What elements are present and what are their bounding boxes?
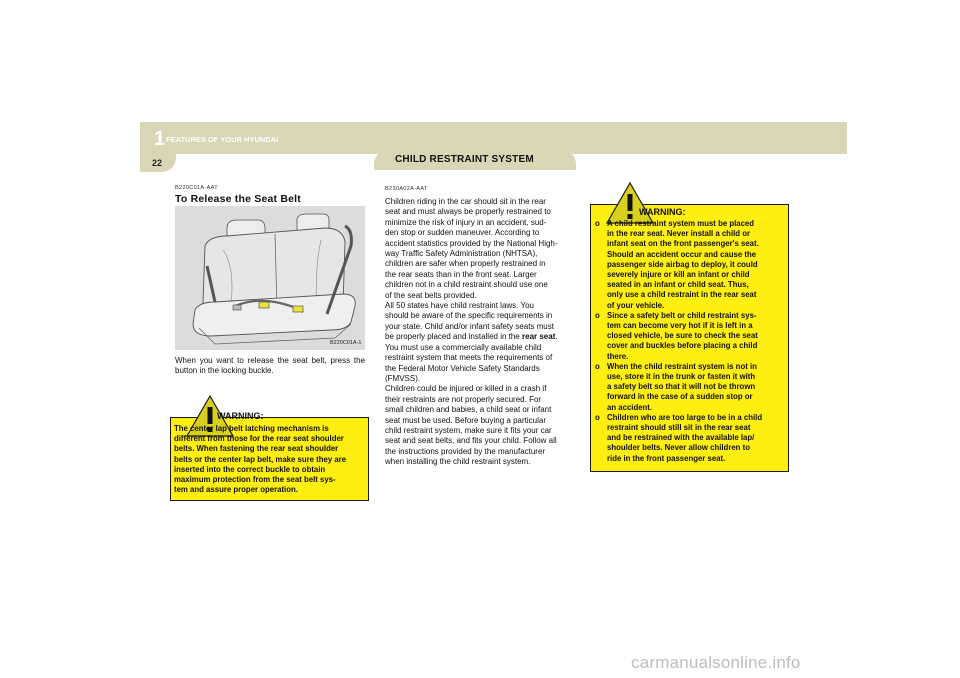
body-line: child restraint system, make sure it fits your car (385, 425, 552, 435)
warning-line: infant seat on the front passenger's seat. (607, 239, 759, 249)
warning-item (595, 362, 785, 413)
release-instruction: When you want to release the seat belt, press the button in the locking buckle. (175, 356, 365, 376)
warning-line: a safety belt so that it will not be thrown (607, 382, 756, 392)
warning-item (595, 219, 785, 311)
body-line: minimize the risk of injury in an accident, sud- (385, 217, 547, 227)
left-section-code: B220C01A-AAT (175, 185, 218, 191)
warning-item (595, 311, 785, 362)
body-line: your state. Child and/or infant safety seats must (385, 321, 554, 331)
body-line: the Federal Motor Vehicle Safety Standards (385, 363, 540, 373)
warning-line: Since a safety belt or child restraint sys- (607, 310, 757, 320)
watermark: carmanualsonline.info (631, 653, 801, 672)
warning-line: tem can become very hot if it is left in a (607, 321, 753, 331)
warning-line: in the rear seat. Never install a child or (607, 229, 750, 239)
subheading: To Release the Seat Belt (175, 193, 301, 205)
warning-line: there. (607, 351, 629, 361)
bold-phrase: rear seat (522, 332, 556, 342)
warning-line: Children who are too large to be in a child (607, 412, 763, 422)
body-line: their restraints are not properly secured. For (385, 394, 542, 404)
warning-line: ride in the front passenger seat. (607, 453, 726, 463)
warning-line: tem and assure proper operation. (174, 485, 298, 495)
warning-line: inserted into the correct buckle to obtain (174, 464, 326, 474)
warning-line: belts. When fastening the rear seat shoulder (174, 444, 339, 454)
page-number: 22 (152, 158, 163, 168)
body-line: way Traffic Safety Administration (NHTSA), (385, 249, 538, 259)
body-line: children not in a child restraint should use one (385, 280, 548, 290)
body-line: All 50 states have child restraint laws. You (385, 301, 534, 311)
warning-line: severely injure or kill an infant or child (607, 270, 750, 280)
body-line: accident statistics provided by the National High- (385, 238, 558, 248)
warning-title: WARNING: (639, 207, 686, 217)
warning-line: The center lap belt latching mechanism is (174, 424, 329, 433)
bold-suffix: . (555, 332, 558, 342)
body-line: the instructions provided by the manufacturer (385, 446, 546, 456)
body-line: Children riding in the car should sit in the rear (385, 197, 546, 206)
warning-text (174, 424, 366, 495)
warning-line: A child restraint system must be placed (607, 219, 755, 228)
warning-line: different from those for the rear seat shoulder (174, 434, 344, 444)
warning-line: shoulder belts. Never allow children to (607, 443, 750, 453)
middle-section-code: B230A02A-AAT (385, 186, 428, 192)
figure-code: B220C01A-1 (330, 340, 362, 346)
body-line: seat and seat belts, and fits your child. Follow all (385, 436, 557, 446)
warning-line: belts or the center lap belt, make sure they are (174, 454, 347, 464)
warning-item (595, 413, 785, 464)
rear-seat-illustration (175, 206, 365, 350)
warning-line: maximum protection from the seat belt sys- (174, 475, 336, 485)
body-line: should be aware of the specific requirements in (385, 311, 553, 321)
warning-list (595, 219, 785, 464)
warning-line: closed vehicle, be sure to check the seat (607, 331, 758, 341)
warning-line: and be restrained with the available lap/ (607, 433, 755, 443)
body-line: small children and babies, a child seat or infant (385, 405, 552, 415)
rear-seat-drawing (175, 206, 365, 350)
warning-title: WARNING: (217, 411, 264, 421)
bullet-marker: o (595, 412, 600, 422)
body-line: (FMVSS). (385, 373, 421, 383)
body-line (385, 332, 574, 342)
warning-box-left (170, 411, 369, 501)
body-line: seat must be used. Before buying a particular (385, 415, 546, 425)
body-line-text: be properly placed and installed in the (385, 332, 520, 342)
bullet-marker: o (595, 310, 600, 320)
body-line: of the seat belts provided. (385, 290, 477, 300)
warning-box-right (590, 204, 789, 472)
warning-line: only use a child restraint in the rear seat (607, 290, 757, 300)
body-line: the rear seats than in the front seat. Larger (385, 269, 537, 279)
body-line: Children could be injured or killed in a crash if (385, 384, 547, 394)
body-line: den stop or sudden maneuver. According to (385, 228, 540, 238)
warning-line: an accident. (607, 402, 653, 412)
body-line: seat and must always be properly restrained to (385, 207, 551, 217)
body-line: restraint system that meets the requirements of (385, 353, 553, 363)
section-title: CHILD RESTRAINT SYSTEM (395, 154, 534, 165)
warning-line: seated in an infant or child seat. Thus, (607, 280, 749, 290)
warning-line: restraint should still sit in the rear seat (607, 423, 751, 433)
warning-line: forward in the case of a sudden stop or (607, 392, 753, 402)
child-restraint-body (385, 197, 574, 468)
chapter-title: FEATURES OF YOUR HYUNDAI (166, 135, 279, 144)
bullet-marker: o (595, 219, 600, 228)
bullet-marker: o (595, 361, 600, 371)
warning-line: When the child restraint system is not in (607, 361, 757, 371)
chapter-number: 1 (154, 128, 166, 150)
warning-line: cover and buckles before placing a child (607, 341, 758, 351)
body-line: when installing the child restraint system. (385, 457, 531, 467)
body-line: children are safer when properly restrained in (385, 259, 546, 269)
warning-line: use, store it in the trunk or fasten it with (607, 372, 756, 382)
warning-line: passenger side airbag to deploy, it could (607, 259, 758, 269)
body-line: You must use a commercially available child (385, 342, 542, 352)
warning-line: of your vehicle. (607, 300, 665, 310)
warning-line: Should an accident occur and cause the (607, 249, 757, 259)
